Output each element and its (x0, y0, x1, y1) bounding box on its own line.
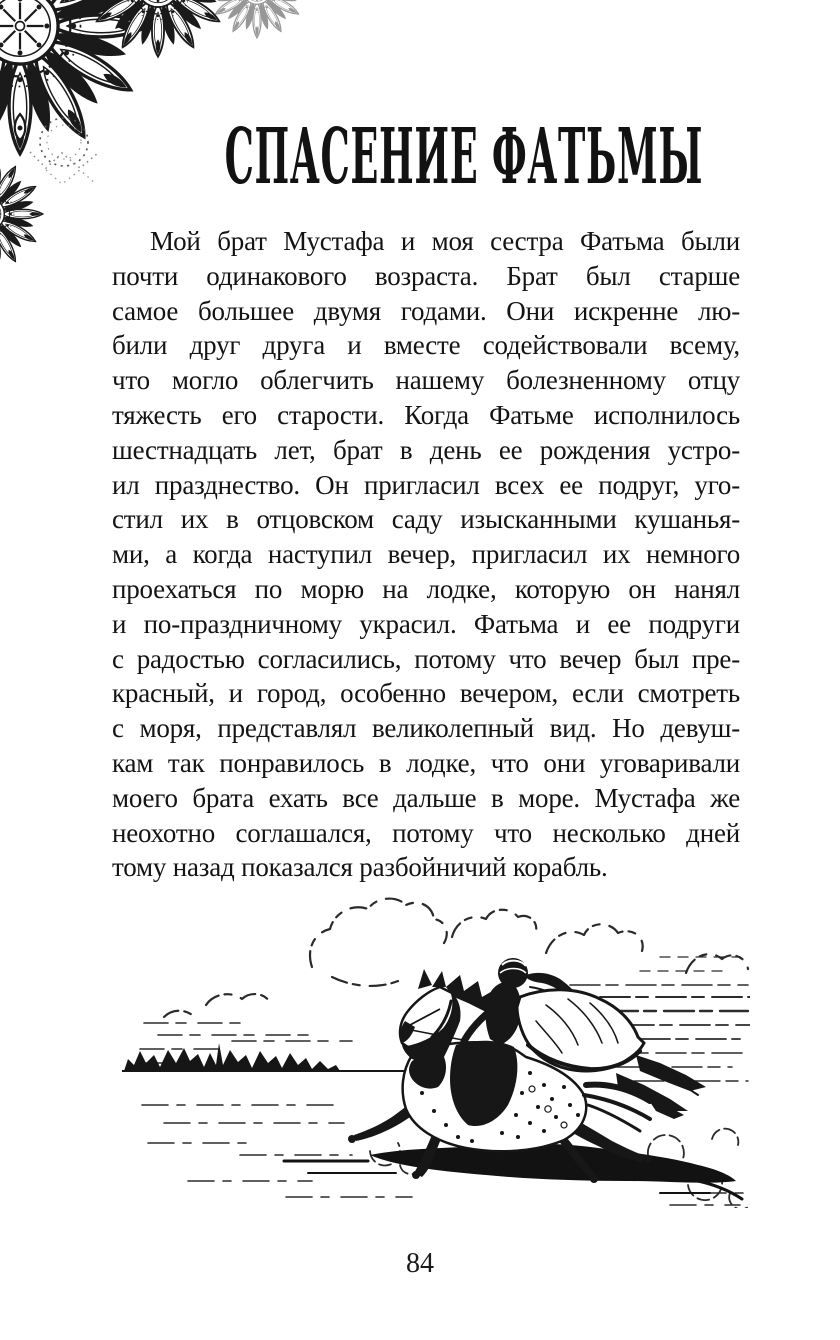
chapter-title (112, 110, 740, 202)
text-line: Мой брат Мустафа и моя сестра Фатьма были (150, 226, 740, 256)
text-line: тяжесть его старости. Когда Фатьме исполнилось (112, 399, 740, 430)
text-line: ил празднество. Он пригласил всех ее подруг, уго- (112, 469, 740, 500)
text-line: стил их в отцовском саду изысканными кушанья- (112, 504, 740, 535)
text-line: моего брата ехать все дальше в море. Мустафа же (112, 782, 740, 813)
text-line: проехаться по морю на лодке, которую он нанял (112, 573, 740, 604)
text-line: шестнадцать лет, брат в день ее рождения устро- (112, 434, 740, 465)
text-line: тому назад показался разбойничий корабль. (112, 852, 608, 883)
chapter-title-text: СПАСЕНИЕ ФАТЬМЫ (224, 110, 704, 202)
text-line: почти одинакового возраста. Брат был старше (112, 260, 740, 291)
text-line: ми, а когда наступил вечер, пригласил их немного (112, 539, 740, 570)
text-line: с радостью согласились, потому что вечер был пре- (112, 643, 740, 674)
text-line: кам так понравилось в лодке, что они уговаривали (112, 747, 740, 778)
horse-rider-illustration (100, 893, 750, 1208)
text-line: самое большее двумя годами. Они искренне лю- (112, 295, 740, 326)
page-number: 84 (406, 1248, 434, 1279)
text-line: красный, и город, особенно вечером, если смотреть (112, 678, 740, 709)
story-paragraph (112, 224, 740, 885)
text-line: били друг друга и вместе содействовали всему, (112, 330, 740, 361)
text-line: неохотно соглашался, потому что несколько дней (112, 817, 740, 848)
text-line: что могло облегчить нашему болезненному отцу (112, 365, 740, 396)
text-line: и по-праздничному украсил. Фатьма и ее подруги (112, 608, 740, 639)
text-line: с моря, представлял великолепный вид. Но девуш- (112, 713, 740, 744)
